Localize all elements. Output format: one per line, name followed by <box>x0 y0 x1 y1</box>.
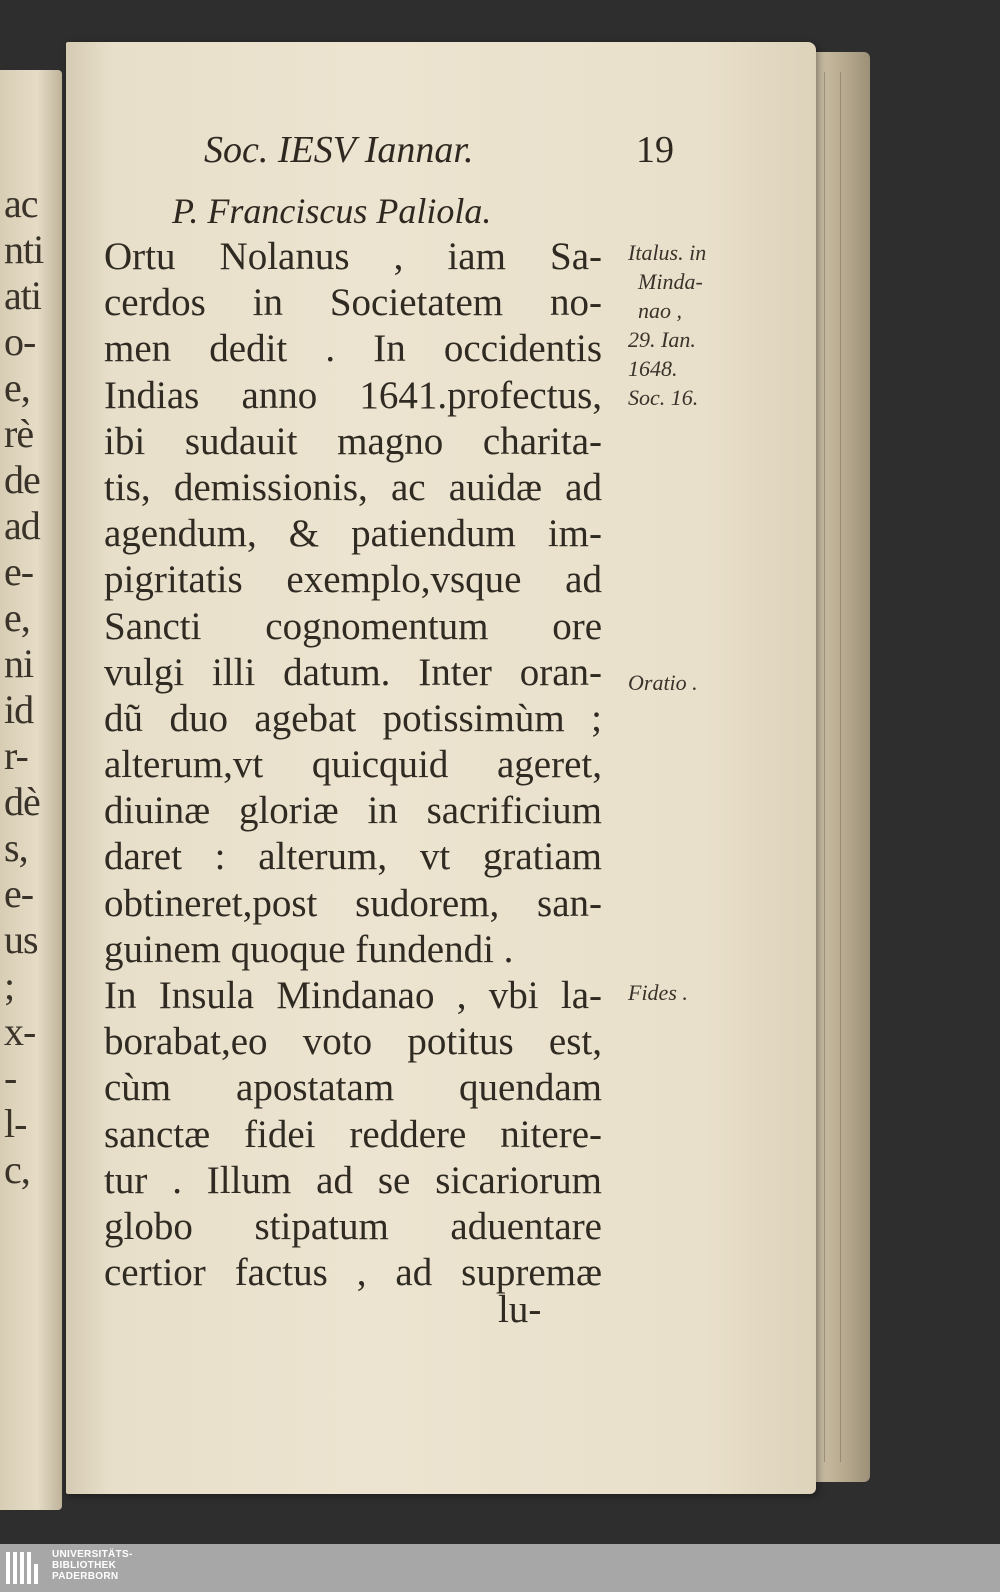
margin-note-origin <box>628 238 758 412</box>
text-line: guinem quoque fundendi . <box>104 927 514 971</box>
left-page-text-fragment: r- <box>4 733 28 778</box>
margin-note-line: 1648. <box>628 356 678 381</box>
left-page-text-fragment: ; <box>4 963 15 1008</box>
margin-note-fides: Fides . <box>628 980 688 1005</box>
left-page-text-fragment: e, <box>4 365 30 410</box>
left-page-text-fragment: rè <box>4 411 34 456</box>
left-page-text-fragment: - <box>4 1055 17 1100</box>
margin-note-oratio: Oratio . <box>628 670 698 695</box>
section-heading: P. Franciscus Paliola. <box>172 191 492 231</box>
left-page-text-fragment: x- <box>4 1009 36 1054</box>
text-line: globo stipatum aduentare <box>104 1204 602 1248</box>
running-head-title: Soc. IESV Iannar. <box>204 129 474 171</box>
text-line: cerdos in Societatem no- <box>104 281 602 325</box>
library-name-line: BIBLIOTHEK <box>52 1560 117 1571</box>
text-line: dũ duo agebat potissimùm ; <box>104 696 602 740</box>
left-facing-page-edge <box>0 70 62 1510</box>
library-logo-icon <box>6 1552 42 1584</box>
text-line: Ortu Nolanus , iam Sa- <box>104 235 602 278</box>
margin-note-line: Italus. in <box>628 240 707 265</box>
left-page-text-fragment: e, <box>4 595 30 640</box>
text-line: diuinæ gloriæ in sacrificium <box>104 789 602 833</box>
text-line: certior factus , ad supremæ <box>104 1251 602 1295</box>
left-page-text-fragment: nti <box>4 227 44 272</box>
text-line: In Insula Mindanao , vbi la- <box>104 974 602 1017</box>
left-page-text-fragment: ni <box>4 641 34 686</box>
left-page-text-fragment: ati <box>4 273 41 318</box>
text-line: obtineret,post sudorem, san- <box>104 881 602 925</box>
left-page-text-fragment: us <box>4 917 38 962</box>
left-page-text-fragment: dè <box>4 779 40 824</box>
library-name-line: PADERBORN <box>52 1571 119 1582</box>
left-page-text-fragment: o- <box>4 319 36 364</box>
left-page-text-fragment: ad <box>4 503 40 548</box>
left-page-text-fragment: e- <box>4 871 34 916</box>
text-line: borabat,eo voto potitus est, <box>104 1020 602 1064</box>
text-line: vulgi illi datum. Inter oran- <box>104 650 602 694</box>
book-page <box>66 42 816 1494</box>
catchword: lu- <box>498 1288 542 1331</box>
text-line: ibi sudauit magno charita- <box>104 419 602 463</box>
margin-note-line: 29. Ian. <box>628 327 696 352</box>
text-line: daret : alterum, vt gratiam <box>104 835 602 879</box>
left-page-text-fragment: s, <box>4 825 28 870</box>
library-name-line: UNIVERSITÄTS- <box>52 1549 133 1560</box>
text-line: cùm apostatam quendam <box>104 1066 602 1110</box>
left-page-text-fragment: id <box>4 687 34 732</box>
text-line: pigritatis exemplo,vsque ad <box>104 558 602 602</box>
text-line: agendum, & patiendum im- <box>104 512 602 556</box>
left-page-text-fragment: c, <box>4 1147 30 1192</box>
margin-note-line: Minda- <box>638 269 703 294</box>
text-line: Sancti cognomentum ore <box>104 604 602 648</box>
left-page-text-fragment: de <box>4 457 40 502</box>
text-line: Indias anno 1641.profectus, <box>104 373 602 417</box>
left-page-text-fragment: e- <box>4 549 34 594</box>
page-number: 19 <box>636 129 674 171</box>
margin-note-line: nao , <box>638 298 682 323</box>
footer-bar <box>0 1544 1000 1592</box>
text-line: tur . Illum ad se sicariorum <box>104 1158 602 1202</box>
margin-note-line: Soc. 16. <box>628 385 699 410</box>
text-line: men dedit . In occidentis <box>104 327 602 371</box>
text-line: alterum,vt quicquid ageret, <box>104 743 602 787</box>
body-text <box>104 234 602 1296</box>
left-page-text-fragment: ac <box>4 181 38 226</box>
running-head <box>204 128 674 178</box>
library-name <box>52 1549 133 1582</box>
text-line: sanctæ fidei reddere nitere- <box>104 1112 602 1156</box>
left-page-text-fragment: l- <box>4 1101 27 1146</box>
text-line: tis, demissionis, ac auidæ ad <box>104 465 602 509</box>
